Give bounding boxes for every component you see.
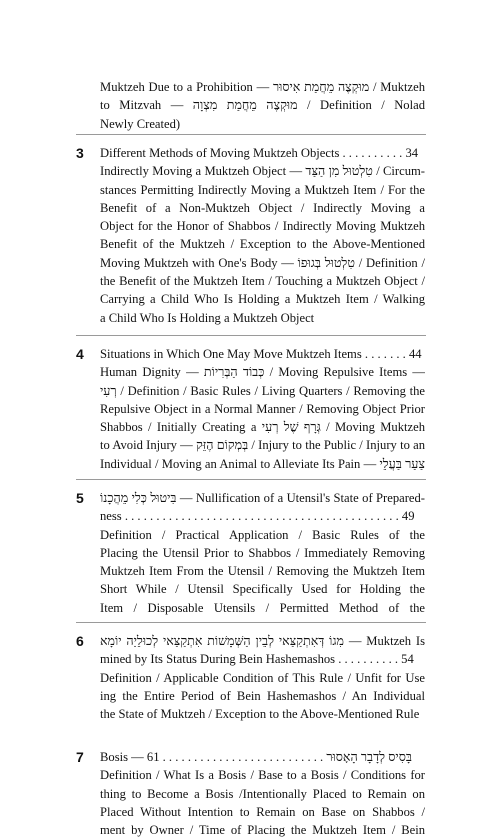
chapter-number: 7 <box>76 749 84 765</box>
toc-line: Individual / Moving an Animal to Alleviate Its Pain — צַעַר בַּעֲלֵי <box>100 456 425 471</box>
chapter-number: 4 <box>76 346 84 362</box>
chapter-contents <box>100 489 425 617</box>
chapter-title-line: Bosis — בָּסִיס לְדָבָר הָאָסוּר . . . . . . . . . . . . . . . . . . . . . . . . . . 61 <box>100 750 412 764</box>
chapter-number: 6 <box>76 633 84 649</box>
toc-line: Repulsive Object in a Normal Manner / Removing Object Prior <box>100 401 425 416</box>
chapter-title-line: בִּיטוּל כְּלִי מֵהֲכָנוֹ — Nullification of a Utensil's State of Prepared- <box>100 491 425 505</box>
chapter-title-line: Different Methods of Moving Muktzeh Objects . . . . . . . . . . 34 <box>100 146 419 160</box>
chapter-number: 3 <box>76 145 84 161</box>
toc-line: Moving Muktzeh with One's Body — טִלְטוּל בְּגוּפוֹ / Definition / <box>100 255 425 270</box>
toc-line: Newly Created) <box>100 116 181 131</box>
toc-line: Definition / What Is a Bosis / Base to a Bosis / Conditions for <box>100 768 425 783</box>
toc-line: Placing the Utensil Prior to Shabbos / Immediately Removing <box>100 545 425 560</box>
toc-line: Definition / Applicable Condition of This Rule / Unfit for Use <box>100 670 425 685</box>
toc-line: Benefit of the Muktzeh / Exception to the Above-Mentioned <box>100 237 425 252</box>
chapter-title-line: ness . . . . . . . . . . . . . . . . . . . . . . . . . . . . . . . . . . . . . . . . . . . . 49 <box>100 509 415 524</box>
toc-line: רְעִי / Definition / Basic Rules / Living Quarters / Removing the <box>100 383 425 398</box>
chapter-2-continuation <box>100 78 425 133</box>
toc-line: the State of Muktzeh / Exception to the Above-Mentioned Rule <box>100 707 420 722</box>
toc-line: Short While / Utensil Specifically Used for Holding the <box>100 582 425 597</box>
toc-line: Object for the Honor of Shabbos / Indirectly Moving Muktzeh <box>100 219 425 234</box>
toc-line: ing the Entire Period of Bein Hashemashos / An Individual <box>100 688 425 703</box>
section-divider <box>76 479 426 480</box>
toc-line: a Child Who Is Holding a Muktzeh Object <box>100 310 315 325</box>
chapter-title-line: mined by Its Status During Bein Hashemashos . . . . . . . . . . 54 <box>100 652 414 667</box>
toc-line: Indirectly Moving a Muktzeh Object — טִלְטוּל מִן הַצַּד / Circum- <box>100 164 425 179</box>
section-divider <box>76 622 426 623</box>
chapter-contents <box>100 144 425 327</box>
toc-line: Muktzeh Item From the Utensil / Removing the Muktzeh Item <box>100 564 425 579</box>
toc-line: Human Dignity — כְּבוֹד הַבְּרִיוֹת / Moving Repulsive Items — <box>100 365 425 380</box>
chapter-contents <box>100 632 425 723</box>
toc-line: Muktzeh Due to a Prohibition — מוּקְצֶה מֵחֲמַת אִיסוּר / Muktzeh <box>100 80 425 94</box>
chapter-contents <box>100 345 425 473</box>
chapter-title-line: Situations in Which One May Move Muktzeh Items . . . . . . . 44 <box>100 347 422 361</box>
toc-line: thing to Become a Bosis /Intentionally Placed to Remain on <box>100 786 425 801</box>
toc-line: the Benefit of the Muktzeh Item / Touching a Muktzeh Object / <box>100 274 425 289</box>
chapter-number: 5 <box>76 490 84 506</box>
toc-line: Placed Without Intention to Remain on Base on Shabbos / <box>100 804 425 819</box>
toc-line: to Mitzvah — מוּקְצֶה מֵחֲמַת מִצְוָה / Definition / Nolad <box>100 98 425 113</box>
section-divider <box>76 335 426 336</box>
toc-line: stances Permitting Indirectly Moving a Muktzeh Item / For the <box>100 182 425 197</box>
toc-line: Benefit of a Non-Muktzeh Object / Indirectly Moving a <box>100 200 425 215</box>
toc-line: Item / Disposable Utensils / Permitted Method of the <box>100 600 425 615</box>
chapter-contents <box>100 748 425 839</box>
toc-line: Carrying a Child Who Is Holding a Muktzeh Item / Walking <box>100 292 425 307</box>
chapter-title-line: מִגוֹ דְּאִתְקַצַּאי לְבֵין הַשְּׁמָשׁוֹת אִתְקַצַּאי לְכוּלֵיַה יוֹמָא — Muktzeh Is <box>100 634 425 648</box>
toc-line: ment by Owner / Time of Placing the Muktzeh Item / Bein <box>100 823 425 838</box>
toc-line: Definition / Practical Application / Basic Rules of the <box>100 527 425 542</box>
section-divider <box>76 134 426 135</box>
toc-line: Shabbos / Initially Creating a גְּרָף שֶׁל רְעִי / Moving Muktzeh <box>100 420 425 435</box>
toc-line: to Avoid Injury — בְּמְקוֹם הֶזֵּק / Injury to the Public / Injury to an <box>100 438 425 453</box>
